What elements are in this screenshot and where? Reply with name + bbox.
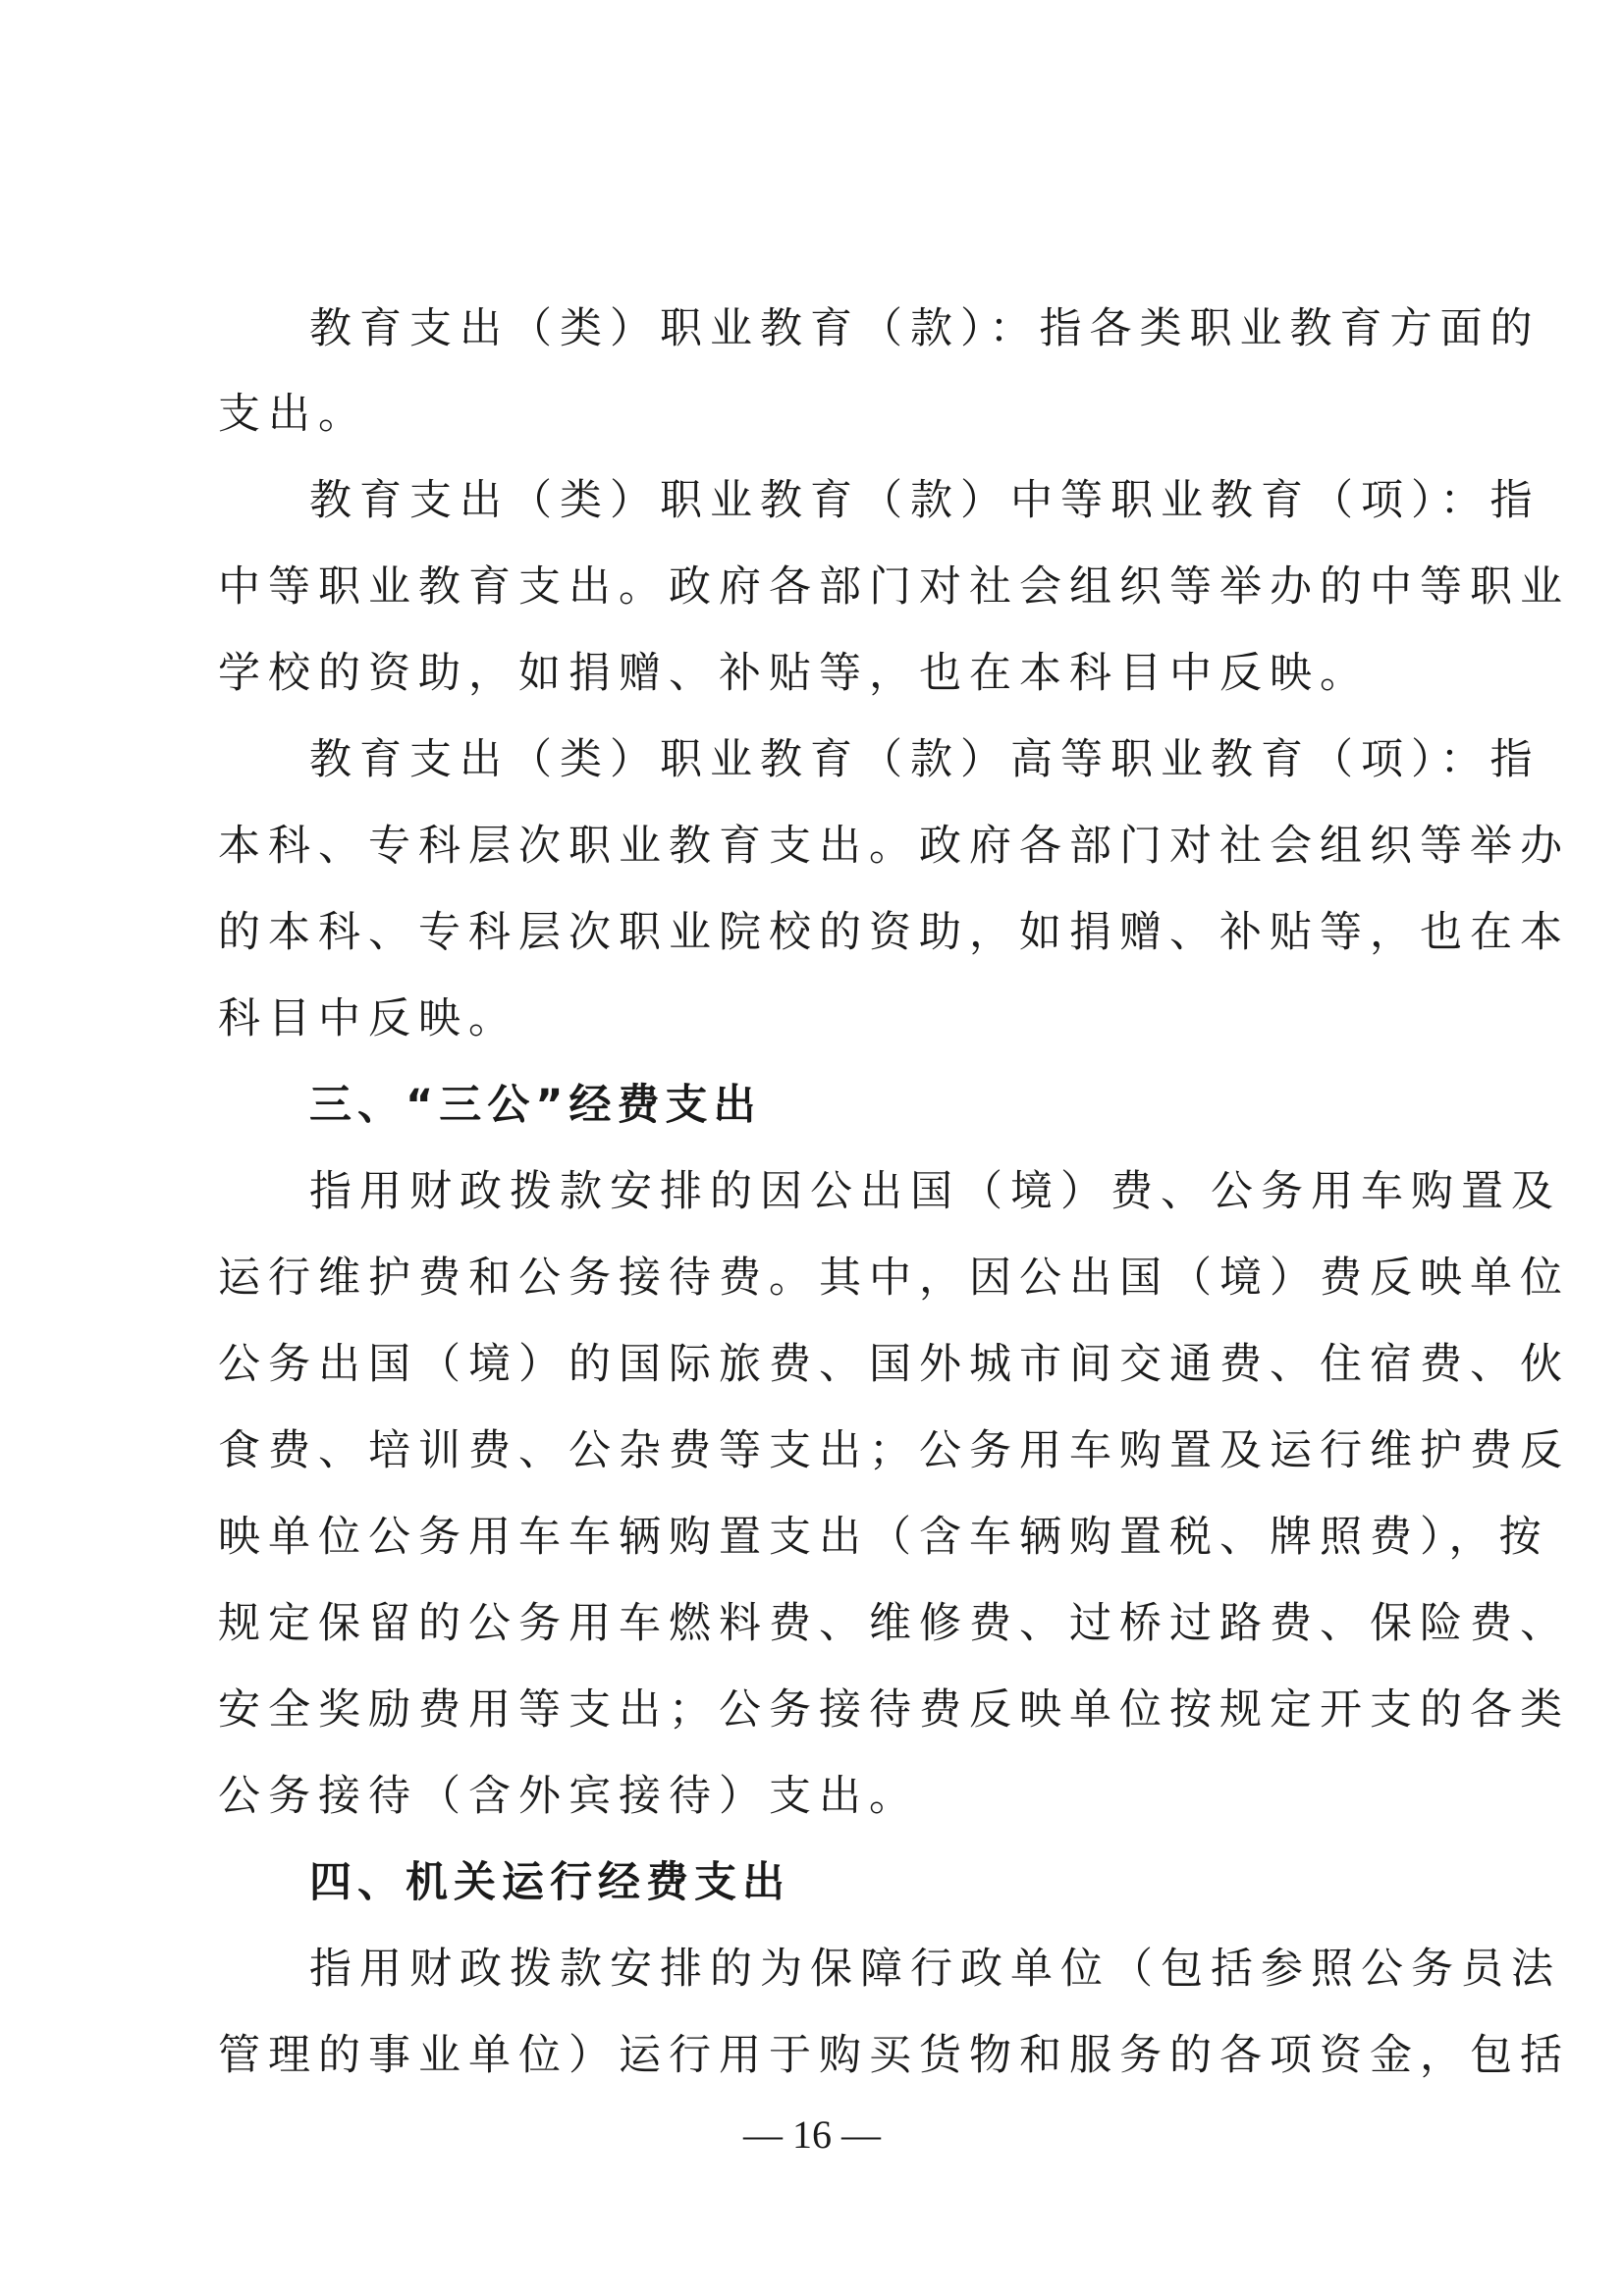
paragraph-line: 运行维护费和公务接待费。其中，因公出国（境）费反映单位 <box>218 1254 1570 1303</box>
paragraph-line: 本科、专科层次职业教育支出。政府各部门对社会组织等举办 <box>218 822 1570 871</box>
paragraph-line: 教育支出（类）职业教育（款）高等职业教育（项）：指 <box>309 735 1541 784</box>
paragraph-line: 指用财政拨款安排的因公出国（境）费、公务用车购置及 <box>309 1167 1561 1216</box>
page-number: — 16 — <box>743 2112 881 2157</box>
paragraph-line: 教育支出（类）职业教育（款）：指各类职业教育方面的 <box>309 304 1541 353</box>
paragraph-line: 规定保留的公务用车燃料费、维修费、过桥过路费、保险费、 <box>218 1599 1570 1648</box>
paragraph-line: 管理的事业单位）运行用于购买货物和服务的各项资金，包括 <box>218 2031 1570 2080</box>
paragraph-line: 科目中反映。 <box>218 994 518 1043</box>
paragraph-line: 的本科、专科层次职业院校的资助，如捐赠、补贴等，也在本 <box>218 908 1570 957</box>
section-heading: 四、机关运行经费支出 <box>309 1858 790 1907</box>
paragraph-line: 映单位公务用车车辆购置支出（含车辆购置税、牌照费），按 <box>218 1513 1549 1562</box>
paragraph-line: 指用财政拨款安排的为保障行政单位（包括参照公务员法 <box>309 1945 1561 1994</box>
paragraph-line: 教育支出（类）职业教育（款）中等职业教育（项）：指 <box>309 476 1541 525</box>
paragraph-line: 食费、培训费、公杂费等支出；公务用车购置及运行维护费反 <box>218 1426 1570 1475</box>
paragraph-line: 支出。 <box>218 390 368 439</box>
paragraph-line: 学校的资助，如捐赠、补贴等，也在本科目中反映。 <box>218 649 1370 698</box>
paragraph-line: 中等职业教育支出。政府各部门对社会组织等举办的中等职业 <box>218 562 1570 612</box>
paragraph-line: 公务出国（境）的国际旅费、国外城市间交通费、住宿费、伙 <box>218 1340 1570 1389</box>
paragraph-line: 公务接待（含外宾接待）支出。 <box>218 1772 919 1821</box>
section-heading: 三、“三公”经费支出 <box>309 1081 762 1130</box>
paragraph-line: 安全奖励费用等支出；公务接待费反映单位按规定开支的各类 <box>218 1685 1570 1735</box>
